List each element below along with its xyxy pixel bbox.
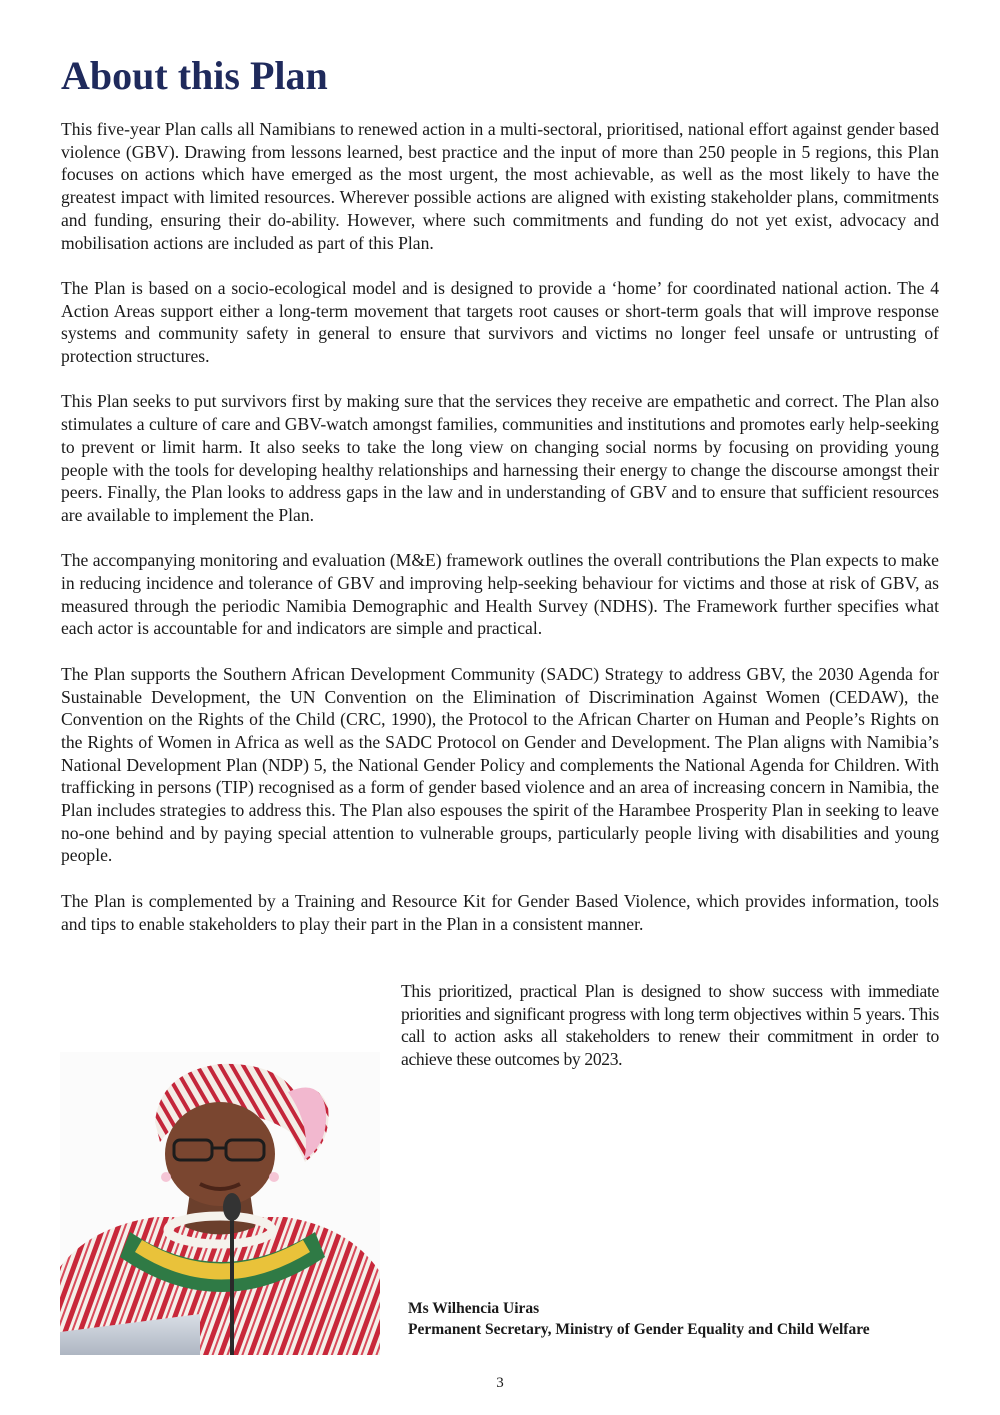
paragraph-monitoring: The accompanying monitoring and evaluation (M&E) framework outlines the overall contributions the Plan expects to make in reducing incidence and tolerance of GBV and improving help-seeking behaviour for victims and those at risk of GBV, as measured through the periodic Namibia Demographic and Health Survey (NDHS). The Framework further specifies what each actor is accountable for and indicators are simple and practical.: [61, 550, 939, 639]
paragraph-training-kit: The Plan is complemented by a Training and Resource Kit for Gender Based Violence, which provides information, tools and tips to enable stakeholders to play their part in the Plan in a consistent manner.: [61, 890, 939, 934]
signatory-name: Ms Wilhencia Uiras: [408, 1300, 540, 1317]
page-title: About this Plan: [61, 53, 328, 98]
signatory-photo: [60, 1052, 380, 1355]
body-text: [61, 118, 939, 958]
page-number: 3: [496, 1375, 504, 1391]
paragraph-model: The Plan is based on a socio-ecological model and is designed to provide a ‘home’ for coordinated national action. The 4 Action Areas support either a long-term movement that targets root causes or short-term goals that will improve response systems and community safety in general to ensure that survivors and victims no longer feel unsafe or untrusting of protection structures.: [61, 277, 939, 367]
paragraph-alignment: The Plan supports the Southern African Development Community (SADC) Strategy to address GBV, the 2030 Agenda for Sustainable Development, the UN Convention on the Elimination of Discrimination Against Women (CEDAW), the Convention on the Rights of the Child (CRC, 1990), the Protocol to the African Charter on Human and People’s Rights on the Rights of Women in Africa as well as the SADC Protocol on Gender and Development. The Plan aligns with Namibia’s National Development Plan (NDP) 5, the National Gender Policy and complements the National Agenda for Children. With trafficking in persons (TIP) recognised as a form of gender based violence and an area of increasing concern in Namibia, the Plan includes strategies to address this. The Plan also espouses the spirit of the Harambee Prosperity Plan in seeking to leave no-one behind and by paying special attention to vulnerable groups, particularly people living with disabilities and young people.: [61, 663, 939, 866]
paragraph-survivors: This Plan seeks to put survivors first by making sure that the services they receive are empathetic and correct. The Plan also stimulates a culture of care and GBV-watch amongst families, communities and institutions and promotes early help-seeking to prevent or limit harm. It also seeks to take the long view on changing social norms by focusing on providing young people with the tools for developing healthy relationships and harnessing their energy to change the discourse amongst their peers. Finally, the Plan looks to address gaps in the law and in understanding of GBV and to ensure that sufficient resources are available to implement the Plan.: [61, 391, 939, 525]
paragraph-overview: This five-year Plan calls all Namibians to renewed action in a multi-sectoral, prioritised, national effort against gender based violence (GBV). Drawing from lessons learned, best practice and the input of more than 250 people in 5 regions, this Plan focuses on actions which have emerged as the most urgent, the most achievable, as well as the most likely to have the greatest impact with limited resources. Wherever possible actions are aligned with existing stakeholder plans, commitments and funding, ensuring their do-ability. However, where such commitments and funding do not yet exist, advocacy and mobilisation actions are included as part of this Plan.: [61, 119, 939, 253]
closing-statement: This prioritized, practical Plan is designed to show success with immediate priorities and significant progress with long term objectives within 5 years. This call to action asks all stakeholders to renew their commitment in order to achieve these outcomes by 2023.: [401, 981, 939, 1070]
signatory-position: Permanent Secretary, Ministry of Gender Equality and Child Welfare: [408, 1321, 870, 1338]
signature-block: [408, 1298, 870, 1340]
